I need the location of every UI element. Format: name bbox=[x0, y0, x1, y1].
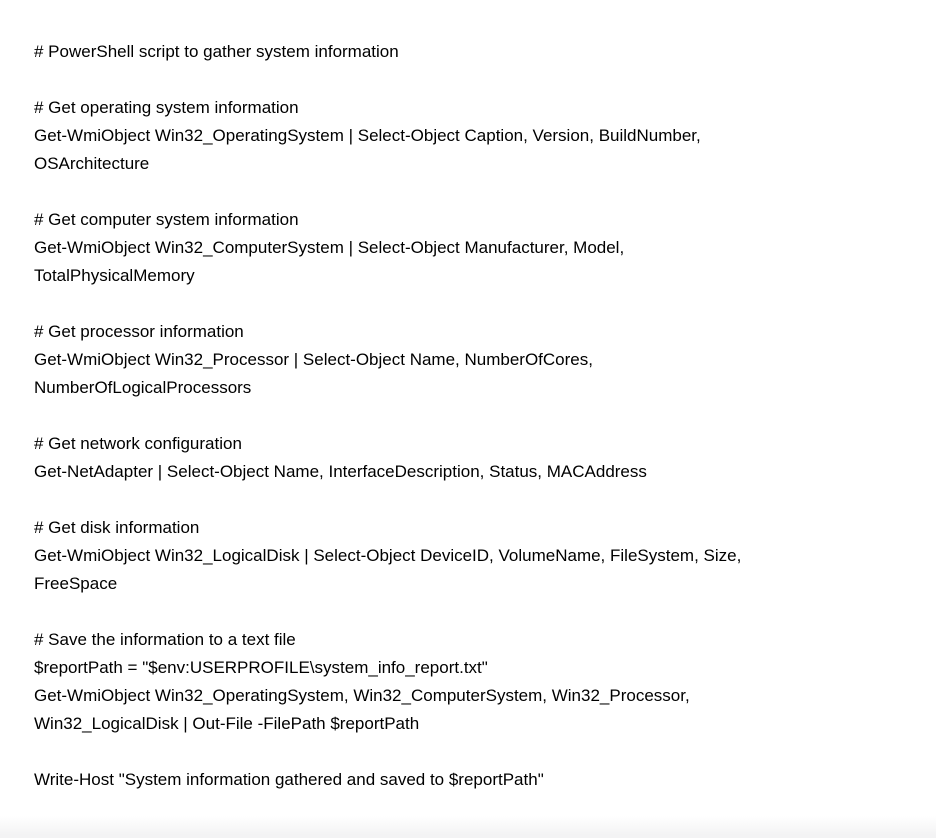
script-line: # Get computer system information bbox=[34, 210, 299, 229]
script-line: Get-WmiObject Win32_ComputerSystem | Select-Object Manufacturer, Model, bbox=[34, 238, 625, 257]
script-line: Get-NetAdapter | Select-Object Name, InterfaceDescription, Status, MACAddress bbox=[34, 462, 647, 481]
script-line: TotalPhysicalMemory bbox=[34, 266, 195, 285]
script-line: OSArchitecture bbox=[34, 154, 150, 173]
blank-line bbox=[34, 598, 922, 626]
blank-line bbox=[34, 178, 922, 206]
script-text-area[interactable] bbox=[34, 38, 922, 794]
script-line: # Get operating system information bbox=[34, 98, 299, 117]
script-line: Get-WmiObject Win32_LogicalDisk | Select-Object DeviceID, VolumeName, FileSystem, Size, bbox=[34, 546, 742, 565]
script-line: # PowerShell script to gather system information bbox=[34, 42, 399, 61]
script-line: # Get disk information bbox=[34, 518, 200, 537]
script-line: # Get processor information bbox=[34, 322, 244, 341]
script-line: Get-WmiObject Win32_Processor | Select-Object Name, NumberOfCores, bbox=[34, 350, 593, 369]
script-line: Write-Host "System information gathered and saved to $reportPath" bbox=[34, 770, 544, 789]
script-line: $reportPath = "$env:USERPROFILE\system_info_report.txt" bbox=[34, 658, 488, 677]
script-line: Get-WmiObject Win32_OperatingSystem | Select-Object Caption, Version, BuildNumber, bbox=[34, 126, 701, 145]
script-line: FreeSpace bbox=[34, 574, 118, 593]
bottom-fade-band bbox=[0, 816, 936, 838]
blank-line bbox=[34, 66, 922, 94]
blank-line bbox=[34, 486, 922, 514]
script-line: Get-WmiObject Win32_OperatingSystem, Win32_ComputerSystem, Win32_Processor, bbox=[34, 686, 690, 705]
blank-line bbox=[34, 738, 922, 766]
script-line: NumberOfLogicalProcessors bbox=[34, 378, 252, 397]
script-line: # Save the information to a text file bbox=[34, 630, 296, 649]
blank-line bbox=[34, 402, 922, 430]
blank-line bbox=[34, 290, 922, 318]
script-line: # Get network configuration bbox=[34, 434, 242, 453]
script-line: Win32_LogicalDisk | Out-File -FilePath $reportPath bbox=[34, 714, 420, 733]
